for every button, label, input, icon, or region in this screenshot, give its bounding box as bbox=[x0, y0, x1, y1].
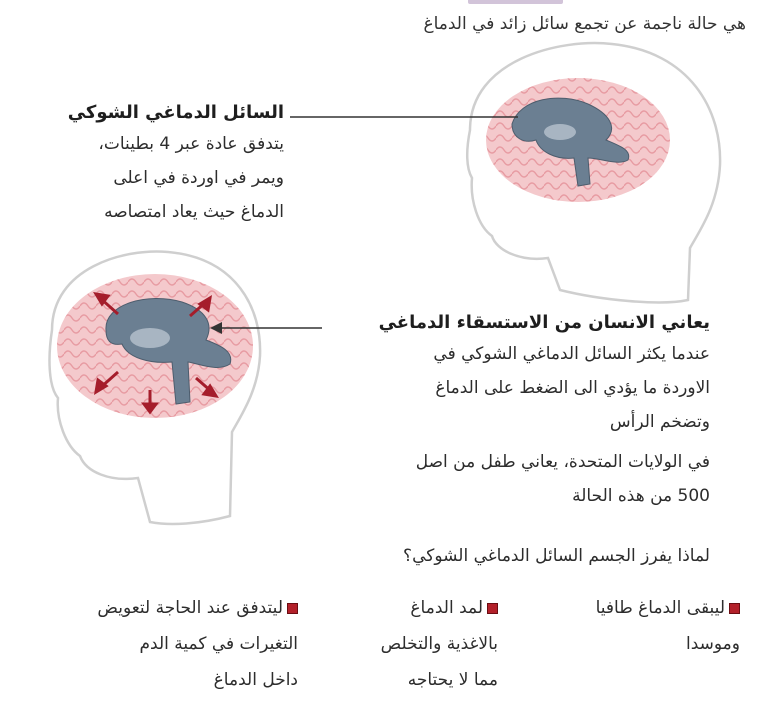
reason-line: ليبقى الدماغ طافيا bbox=[595, 598, 725, 618]
stat-line: 500 من هذه الحالة bbox=[572, 486, 710, 506]
reason-item bbox=[28, 590, 298, 698]
normal-title: السائل الدماغي الشوكي bbox=[67, 102, 284, 123]
condition-line: وتضخم الرأس bbox=[609, 412, 710, 432]
normal-csf-block bbox=[0, 102, 284, 229]
reason-line: داخل الدماغ bbox=[213, 670, 298, 690]
condition-title: يعاني الانسان من الاستسقاء الدماغي bbox=[378, 312, 710, 333]
reason-line: التغيرات في كمية الدم bbox=[139, 634, 298, 654]
question-heading: لماذا يفرز الجسم السائل الدماغي الشوكي؟ bbox=[403, 546, 710, 566]
normal-line: يتدفق عادة عبر 4 بطينات، bbox=[98, 134, 284, 154]
stat-line: في الولايات المتحدة، يعاني طفل من اصل bbox=[415, 452, 710, 472]
title-accent bbox=[468, 0, 563, 4]
head-normal-illustration bbox=[467, 43, 720, 302]
reason-item bbox=[530, 590, 740, 662]
condition-line: عندما يكثر السائل الدماغي الشوكي في bbox=[433, 344, 710, 364]
reason-item bbox=[298, 590, 498, 698]
normal-line: الدماغ حيث يعاد امتصاصه bbox=[104, 202, 284, 222]
condition-block bbox=[320, 312, 710, 513]
bullet-icon bbox=[487, 603, 498, 614]
reason-line: ليتدفق عند الحاجة لتعويض bbox=[97, 598, 283, 618]
bullet-icon bbox=[287, 603, 298, 614]
head-hydrocephalus-illustration bbox=[50, 252, 261, 524]
normal-line: ويمر في اوردة في اعلى bbox=[113, 168, 284, 188]
reason-line: بالاغذية والتخلص bbox=[380, 634, 498, 654]
bullet-icon bbox=[729, 603, 740, 614]
intro-text: هي حالة ناجمة عن تجمع سائل زائد في الدماغ bbox=[423, 14, 746, 34]
reason-line: مما لا يحتاجه bbox=[407, 670, 498, 690]
reason-line: لمد الدماغ bbox=[410, 598, 483, 618]
condition-line: الاوردة ما يؤدي الى الضغط على الدماغ bbox=[435, 378, 710, 398]
reason-line: وموسدا bbox=[686, 634, 740, 654]
